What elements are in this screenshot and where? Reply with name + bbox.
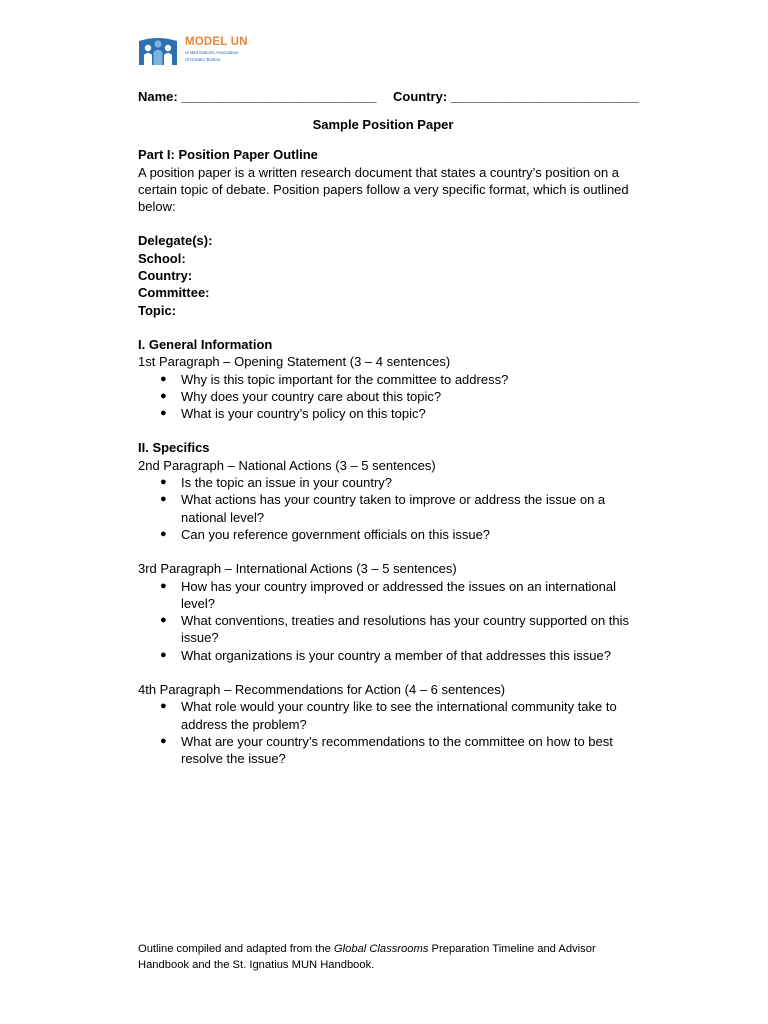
logo-subtitle-line-1: United Nations Association [185,50,239,55]
paragraph-heading-4: 4th Paragraph – Recommendations for Action (4 – 6 sentences) [138,682,506,698]
bullet-dot-icon: ● [160,407,167,420]
list-item: ● What conventions, treaties and resolutions has your country supported on this issue? [160,613,630,646]
document-title: Sample Position Paper [312,117,454,132]
bullet-dot-icon: ● [160,476,167,489]
bullet-dot-icon: ● [160,372,167,385]
bullet-dot-icon: ● [160,389,167,402]
field-topic: Topic: [138,302,177,318]
header-fields [138,232,638,318]
intro-paragraph: A position paper is a written research document that states a country’s position on a certain topic of debate. Position papers follow a very specific format, which is outlined below: [138,164,629,215]
logo-subtitle-line-2: of Greater Boston [185,56,221,62]
list-item: ● What role would your country like to see the international community take to address the problem? [160,699,617,732]
list-item: ● What is your country’s policy on this topic? [160,406,426,422]
section-general-information: I. General Information [138,336,273,352]
bullet-dot-icon: ● [160,648,167,661]
list-item: ● Why does your country care about this topic? [160,388,442,404]
field-country: Country: [138,268,193,284]
part-one-title: Part I: Position Paper Outline [138,147,318,163]
field-school: School: [138,250,186,266]
bullet-list-4 [138,698,638,767]
footer-note [138,941,638,973]
list-item: ● Can you reference government officials on this issue? [160,526,491,542]
bullet-dot-icon: ● [160,493,167,506]
logo-title: MODEL UN [185,36,248,48]
footer-prefix: Outline compiled and adapted from the [138,943,334,955]
bullet-list-3 [138,578,638,664]
footer-suffix: Preparation Timeline and Advisor Handbook and the St. Ignatius MUN Handbook. [138,943,596,971]
list-item: ● What are your country’s recommendations to the committee on how to best resolve the issue? [160,733,613,767]
paragraph-heading-3: 3rd Paragraph – International Actions (3 – 5 sentences) [138,561,457,577]
bullet-list-1 [138,371,638,423]
name-field[interactable]: Name: ___________________________ [138,89,377,104]
bullet-dot-icon: ● [160,579,167,592]
model-un-logo [137,33,248,69]
name-country-row [138,86,638,106]
list-item: ● What organizations is your country a member of that addresses this issue? [160,647,611,663]
bullet-list-2 [138,474,638,543]
paragraph-heading-2: 2nd Paragraph – National Actions (3 – 5 sentences) [138,457,436,473]
bullet-dot-icon: ● [160,700,167,713]
footer-italic-source: Global Classrooms [333,943,429,955]
field-committee: Committee: [138,285,210,301]
list-item: ● Why is this topic important for the committee to address? [160,371,509,387]
list-item: ● What actions has your country taken to improve or address the issue on a national level? [160,492,606,525]
paragraph-heading-1: 1st Paragraph – Opening Statement (3 – 4 sentences) [138,354,451,370]
bullet-dot-icon: ● [160,734,167,747]
list-item: ● Is the topic an issue in your country? [160,475,393,491]
un-people-emblem-icon [137,33,179,67]
list-item: ● How has your country improved or addressed the issues on an international level? [160,578,617,611]
bullet-dot-icon: ● [160,527,167,540]
section-specifics: II. Specifics [138,440,210,456]
country-field[interactable]: Country: __________________________ [393,89,639,104]
bullet-dot-icon: ● [160,614,167,627]
document-body [138,86,638,768]
field-delegates: Delegate(s): [138,233,213,249]
